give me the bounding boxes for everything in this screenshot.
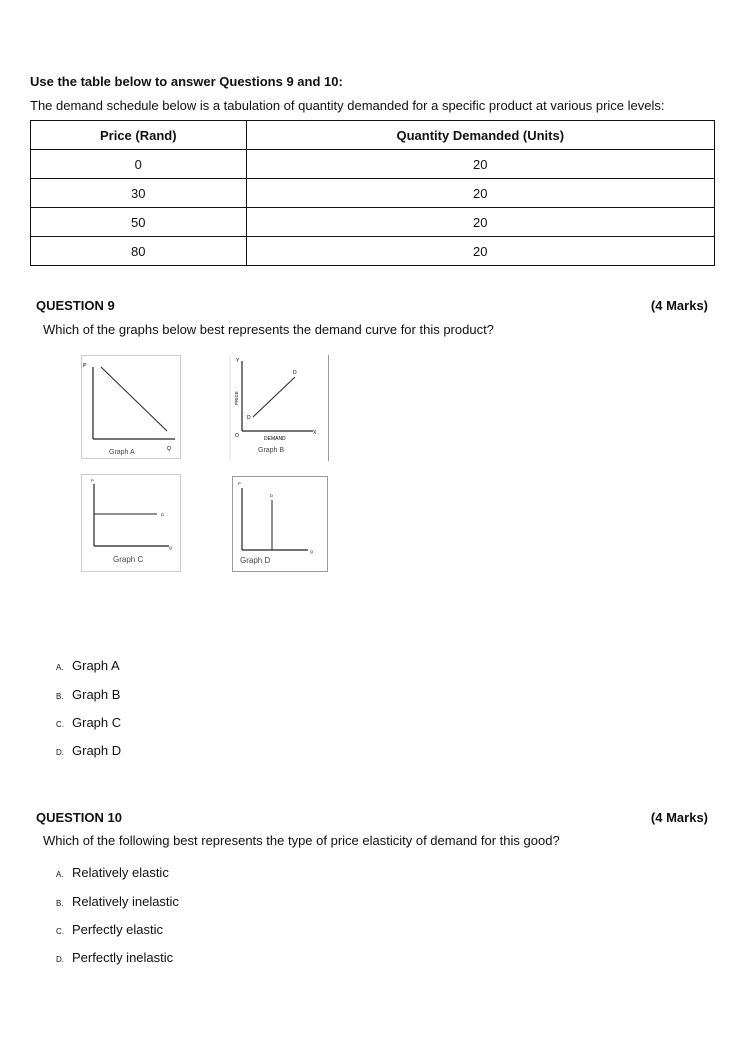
quantity-cell: 20 bbox=[246, 208, 714, 237]
option-letter: B. bbox=[56, 899, 64, 908]
table-row bbox=[31, 150, 715, 179]
question-10-text: Which of the following best represents the type of price elasticity of demand for this good? bbox=[43, 833, 560, 848]
graph-b-curve-bottom: D bbox=[247, 415, 251, 421]
option-letter: D. bbox=[56, 955, 64, 964]
table-row bbox=[31, 237, 715, 266]
q10-option-a[interactable] bbox=[56, 865, 169, 880]
graph-b-ylabel: Y bbox=[236, 358, 240, 364]
graph-c-curve-label: D bbox=[161, 512, 164, 517]
graph-b-axis-x: DEMAND bbox=[264, 436, 286, 442]
option-letter: D. bbox=[56, 748, 64, 757]
graph-a-xlabel: Q bbox=[167, 446, 171, 452]
price-header: Price (Rand) bbox=[31, 121, 247, 150]
graph-d-ylabel: P bbox=[238, 481, 241, 486]
graph-c-ylabel: P bbox=[91, 478, 94, 483]
graph-d-curve-label: D bbox=[270, 493, 273, 498]
graph-b-curve-top: D bbox=[293, 370, 297, 376]
question-9-text: Which of the graphs below best represents the demand curve for this product? bbox=[43, 322, 494, 337]
price-cell: 50 bbox=[31, 208, 247, 237]
option-letter: C. bbox=[56, 720, 64, 729]
question-9-title: QUESTION 9 bbox=[36, 298, 115, 313]
option-text: Graph B bbox=[72, 687, 121, 702]
graph-a bbox=[81, 355, 181, 459]
option-text: Graph A bbox=[72, 658, 120, 673]
option-letter: A. bbox=[56, 663, 64, 672]
question-9-marks: (4 Marks) bbox=[650, 298, 708, 313]
graph-b-axis-y: PRICE bbox=[234, 391, 239, 405]
quantity-header: Quantity Demanded (Units) bbox=[246, 121, 714, 150]
option-text: Graph D bbox=[72, 743, 122, 758]
price-cell: 30 bbox=[31, 179, 247, 208]
question-10-marks: (4 Marks) bbox=[650, 810, 708, 825]
price-cell: 0 bbox=[31, 150, 247, 179]
question-10-title: QUESTION 10 bbox=[36, 810, 122, 825]
graph-d-caption: Graph D bbox=[240, 556, 271, 565]
option-text: Perfectly elastic bbox=[72, 922, 164, 937]
table-header-row bbox=[31, 121, 715, 150]
graph-b bbox=[229, 355, 329, 461]
table-row bbox=[31, 208, 715, 237]
option-text: Relatively inelastic bbox=[72, 894, 179, 909]
q9-option-a[interactable] bbox=[56, 658, 120, 673]
q10-option-b[interactable] bbox=[56, 894, 179, 909]
q9-option-d[interactable] bbox=[56, 743, 121, 758]
demand-curve-line bbox=[253, 377, 295, 417]
q9-option-b[interactable] bbox=[56, 687, 120, 702]
graph-a-caption: Graph A bbox=[109, 449, 135, 456]
graph-b-origin: O bbox=[235, 433, 239, 439]
option-letter: C. bbox=[56, 927, 64, 936]
demand-curve-line bbox=[101, 367, 167, 431]
option-text: Perfectly inelastic bbox=[72, 950, 174, 965]
quantity-cell: 20 bbox=[246, 179, 714, 208]
option-letter: B. bbox=[56, 692, 64, 701]
instruction-title: Use the table below to answer Questions 9 and 10: bbox=[30, 74, 343, 89]
option-letter: A. bbox=[56, 870, 64, 879]
quantity-cell: 20 bbox=[246, 237, 714, 266]
graph-d bbox=[232, 476, 328, 572]
q10-option-d[interactable] bbox=[56, 950, 173, 965]
instruction-text: The demand schedule below is a tabulation of quantity demanded for a specific product at various price levels: bbox=[30, 98, 665, 113]
q9-option-c[interactable] bbox=[56, 715, 121, 730]
option-text: Graph C bbox=[72, 715, 122, 730]
quantity-cell: 20 bbox=[246, 150, 714, 179]
q10-option-c[interactable] bbox=[56, 922, 163, 937]
graph-b-caption: Graph B bbox=[258, 447, 285, 454]
graph-d-xlabel: Q bbox=[310, 549, 314, 554]
graph-c bbox=[81, 474, 181, 572]
graph-b-xlabel: X bbox=[313, 430, 317, 436]
graph-c-caption: Graph C bbox=[113, 555, 144, 564]
table-row bbox=[31, 179, 715, 208]
option-text: Relatively elastic bbox=[72, 865, 169, 880]
graph-a-ylabel: P bbox=[83, 363, 87, 369]
demand-schedule-table bbox=[30, 120, 715, 266]
graph-c-xlabel: Q bbox=[169, 545, 173, 550]
price-cell: 80 bbox=[31, 237, 247, 266]
